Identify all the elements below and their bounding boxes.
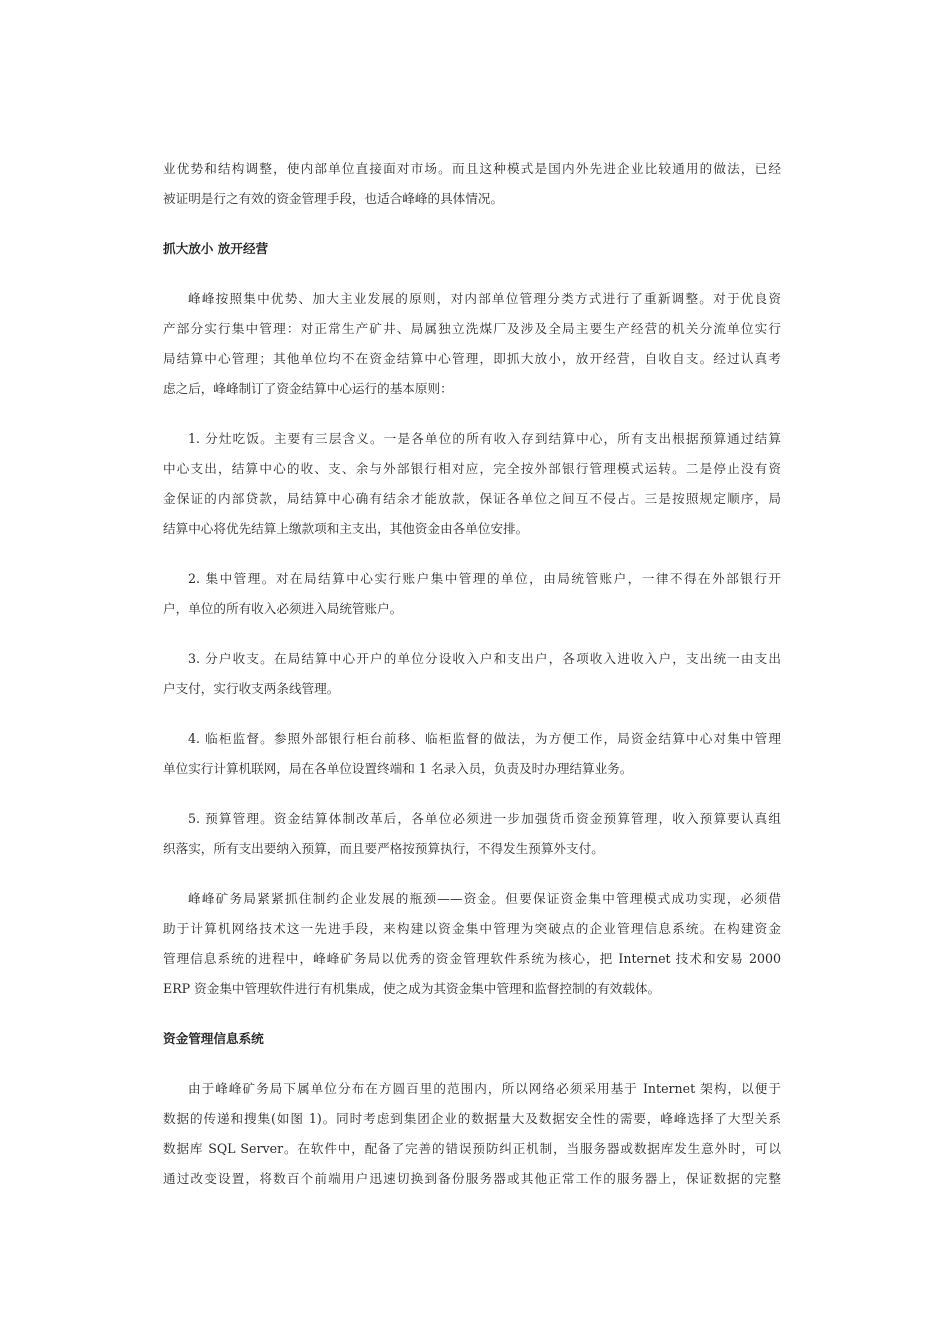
- text-line: 单位实行计算机联网，局在各单位设置终端和 1 名录入员，负责及时办理结算业务。: [163, 761, 633, 776]
- section-heading: 资金管理信息系统: [163, 1031, 264, 1046]
- text-line: 虑之后，峰峰制订了资金结算中心运行的基本原则：: [163, 381, 453, 396]
- paragraph: [163, 804, 781, 864]
- text-line: 中心支出，结算中心的收、支、余与外部银行相对应，完全按外部银行管理模式运转。二是停止没有资: [163, 461, 781, 476]
- text-line: 由于峰峰矿务局下属单位分布在方圆百里的范围内，所以网络必须采用基于 Internet 架构，以便于: [188, 1081, 781, 1096]
- text-line: 峰峰按照集中优势、加大主业发展的原则，对内部单位管理分类方式进行了重新调整。对于优良资: [188, 291, 781, 306]
- text-line: 管理信息系统的进程中，峰峰矿务局以优秀的资金管理软件系统为核心，把 Internet 技术和安易 2000: [163, 951, 781, 966]
- text-line: 数据库 SQL Server。在软件中，配备了完善的错误预防纠正机制，当服务器或数据库发生意外时，可以: [163, 1141, 781, 1156]
- text-line: 数据的传递和搜集(如图 1)。同时考虑到集团企业的数据量大及数据安全性的需要，峰峰选择了大型关系: [163, 1111, 781, 1126]
- paragraph: [163, 284, 781, 404]
- text-line: 被证明是行之有效的资金管理手段，也适合峰峰的具体情况。: [163, 191, 504, 206]
- text-line: 通过改变设置，将数百个前端用户迅速切换到备份服务器或其他正常工作的服务器上，保证数据的完整: [163, 1171, 781, 1186]
- paragraph: [163, 724, 781, 784]
- text-line: ERP 资金集中管理软件进行有机集成，使之成为其资金集中管理和监督控制的有效载体。: [163, 981, 661, 996]
- paragraph: [163, 154, 781, 214]
- paragraph: [163, 884, 781, 1004]
- text-line: 局结算中心管理；其他单位均不在资金结算中心管理，即抓大放小，放开经营，自收自支。经过认真考: [163, 351, 781, 366]
- text-line: 织落实，所有支出要纳入预算，而且要严格按预算执行，不得发生预算外支付。: [163, 841, 604, 856]
- text-line: 户，单位的所有收入必须进入局统管账户。: [163, 601, 403, 616]
- paragraph: [163, 1074, 781, 1194]
- text-line: 金保证的内部贷款，局结算中心确有结余才能放款，保证各单位之间互不侵占。三是按照规定顺序，局: [163, 491, 781, 506]
- paragraph: [163, 644, 781, 704]
- section-heading: 抓大放小 放开经营: [163, 241, 269, 256]
- text-line: 3. 分户收支。在局结算中心开户的单位分设收入户和支出户，各项收入进收入户，支出统一由支出: [188, 651, 781, 666]
- text-line: 4. 临柜监督。参照外部银行柜台前移、临柜监督的做法，为方便工作，局资金结算中心对集中管理: [188, 731, 781, 746]
- paragraph: [163, 424, 781, 544]
- text-line: 结算中心将优先结算上缴款项和主支出，其他资金由各单位安排。: [163, 521, 529, 536]
- text-line: 1. 分灶吃饭。主要有三层含义。一是各单位的所有收入存到结算中心，所有支出根据预算通过结算: [188, 431, 781, 446]
- paragraph: [163, 564, 781, 624]
- text-line: 业优势和结构调整，使内部单位直接面对市场。而且这种模式是国内外先进企业比较通用的做法，已经: [163, 161, 781, 176]
- text-line: 户支付，实行收支两条线管理。: [163, 681, 340, 696]
- text-line: 2. 集中管理。对在局结算中心实行账户集中管理的单位，由局统管账户，一律不得在外部银行开: [188, 571, 781, 586]
- document-page: [163, 154, 781, 1214]
- text-line: 产部分实行集中管理：对正常生产矿井、局属独立洗煤厂及涉及全局主要生产经营的机关分流单位实行: [163, 321, 781, 336]
- text-line: 助于计算机网络技术这一先进手段，来构建以资金集中管理为突破点的企业管理信息系统。在构建资金: [163, 921, 781, 936]
- text-line: 5. 预算管理。资金结算体制改革后，各单位必须进一步加强货币资金预算管理，收入预算要认真组: [188, 811, 781, 826]
- text-line: 峰峰矿务局紧紧抓住制约企业发展的瓶颈——资金。但要保证资金集中管理模式成功实现，必须借: [188, 891, 781, 906]
